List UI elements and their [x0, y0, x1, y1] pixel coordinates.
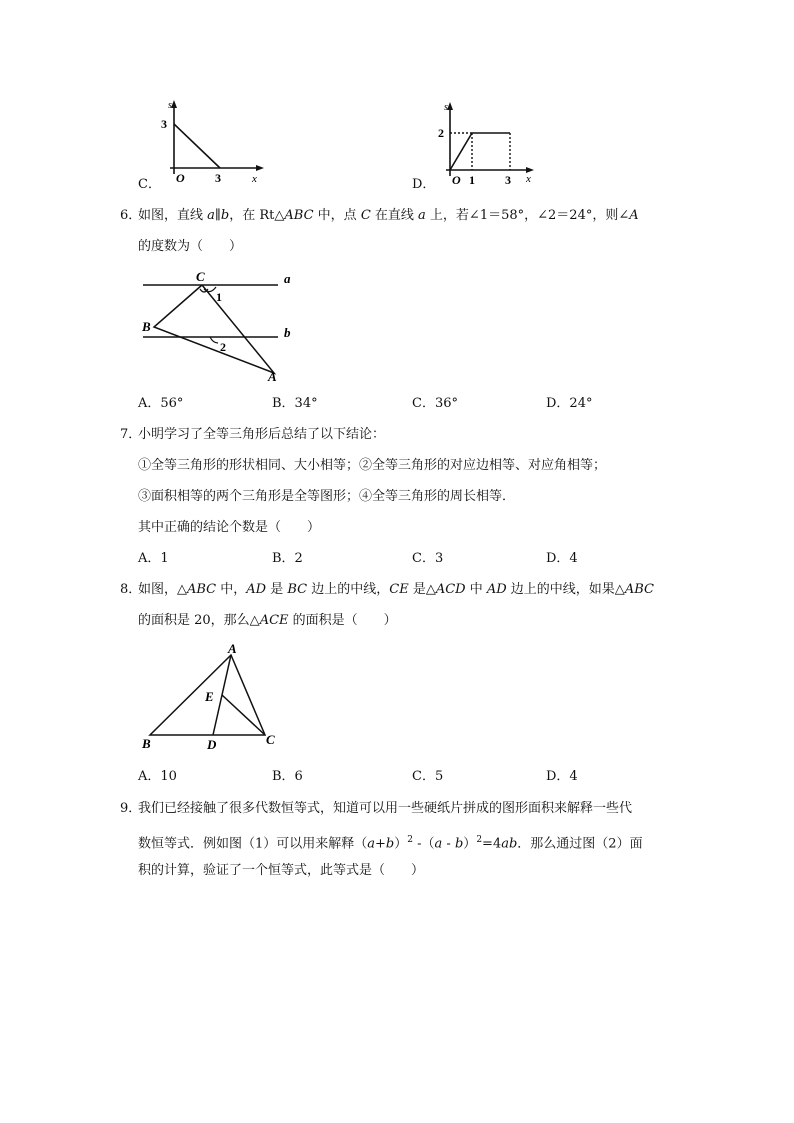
- graph-c-y-tick: 3: [161, 117, 167, 131]
- q8-figure-label-b: B: [142, 736, 151, 751]
- q7-option-c[interactable]: C．3: [412, 551, 444, 566]
- q8-figure-label-e: E: [205, 689, 214, 704]
- q6-figure-label-2: 2: [220, 340, 226, 354]
- q6-option-b[interactable]: B．34°: [272, 396, 318, 411]
- q8-figure: [138, 643, 288, 753]
- q9-number: 9．: [120, 801, 142, 816]
- graph-d-x-label: x: [526, 173, 531, 185]
- q7-stem-line-2: ①全等三角形的形状相同、大小相等；②全等三角形的对应边相等、对应角相等；: [138, 458, 607, 473]
- q8-figure-label-c: C: [266, 732, 275, 747]
- q6-figure-label-b-line: b: [284, 325, 291, 340]
- q6-figure-label-1: 1: [216, 290, 222, 304]
- graph-d-y-label: s: [444, 102, 448, 113]
- q7-option-b[interactable]: B．2: [272, 551, 303, 566]
- q7-number: 7．: [120, 427, 142, 442]
- q6-stem-line-2: 的度数为（ ）: [138, 239, 243, 254]
- option-c-label: C．: [138, 177, 161, 192]
- q6-figure-label-b-point: B: [142, 319, 151, 334]
- graph-d-x-tick-1: 1: [469, 173, 475, 187]
- q7-stem-line-1: 小明学习了全等三角形后总结了以下结论：: [138, 427, 386, 442]
- q6-option-d[interactable]: D．24°: [546, 396, 593, 411]
- q8-option-a[interactable]: A．10: [138, 769, 177, 784]
- q6-stem-line-1: 如图，直线 a∥b，在 Rt△ABC 中，点 C 在直线 a 上，若∠1＝58°，∠2＝24°，则∠A: [138, 208, 639, 223]
- q8-option-c[interactable]: C．5: [412, 769, 444, 784]
- option-d-label: D．: [412, 177, 436, 192]
- q9-stem-line-2: 数恒等式．例如图（1）可以用来解释$(a+b)^2$ -（a - b）$^2$=4ab．那么通过图（2）面: [138, 835, 643, 852]
- q8-option-d[interactable]: D．4: [546, 769, 578, 784]
- q6-option-a[interactable]: A．56°: [138, 396, 184, 411]
- q7-option-a[interactable]: A．1: [138, 551, 169, 566]
- q6-figure-label-a-line: a: [284, 271, 291, 286]
- q8-number: 8．: [120, 582, 142, 597]
- q8-figure-label-a: A: [228, 641, 237, 656]
- q6-figure-label-c: C: [196, 269, 205, 284]
- graph-c-x-tick: 3: [215, 171, 221, 185]
- q7-stem-line-3: ③面积相等的两个三角形是全等图形；④全等三角形的周长相等．: [138, 489, 516, 504]
- graph-d-origin: O: [452, 173, 461, 187]
- q9-stem-line-3: 积的计算，验证了一个恒等式，此等式是（ ）: [138, 863, 425, 878]
- graph-d-y-tick: 2: [438, 126, 444, 140]
- graph-c-y-label: s: [168, 100, 172, 111]
- q7-stem-line-4: 其中正确的结论个数是（ ）: [138, 520, 321, 535]
- q6-figure-label-a-point: A: [268, 369, 277, 384]
- graph-c-x-label: x: [252, 173, 257, 185]
- graph-d-x-tick-2: 3: [505, 173, 511, 187]
- q8-option-b[interactable]: B．6: [272, 769, 303, 784]
- q8-stem-line-2: 的面积是 20，那么△ACE 的面积是（ ）: [138, 613, 397, 628]
- q6-option-c[interactable]: C．36°: [412, 396, 458, 411]
- q6-number: 6．: [120, 208, 142, 223]
- q9-stem-line-1: 我们已经接触了很多代数恒等式，知道可以用一些硬纸片拼成的图形面积来解释一些代: [138, 801, 633, 816]
- graph-d: [426, 100, 546, 190]
- q7-option-d[interactable]: D．4: [546, 551, 578, 566]
- graph-c-origin: O: [176, 171, 185, 185]
- q8-figure-label-d: D: [207, 737, 217, 752]
- graph-c: [150, 98, 270, 188]
- q6-figure: [138, 265, 308, 385]
- q8-stem-line-1: 如图，△ABC 中，AD 是 BC 边上的中线，CE 是△ACD 中 AD 边上的中线，如果△ABC: [138, 582, 654, 597]
